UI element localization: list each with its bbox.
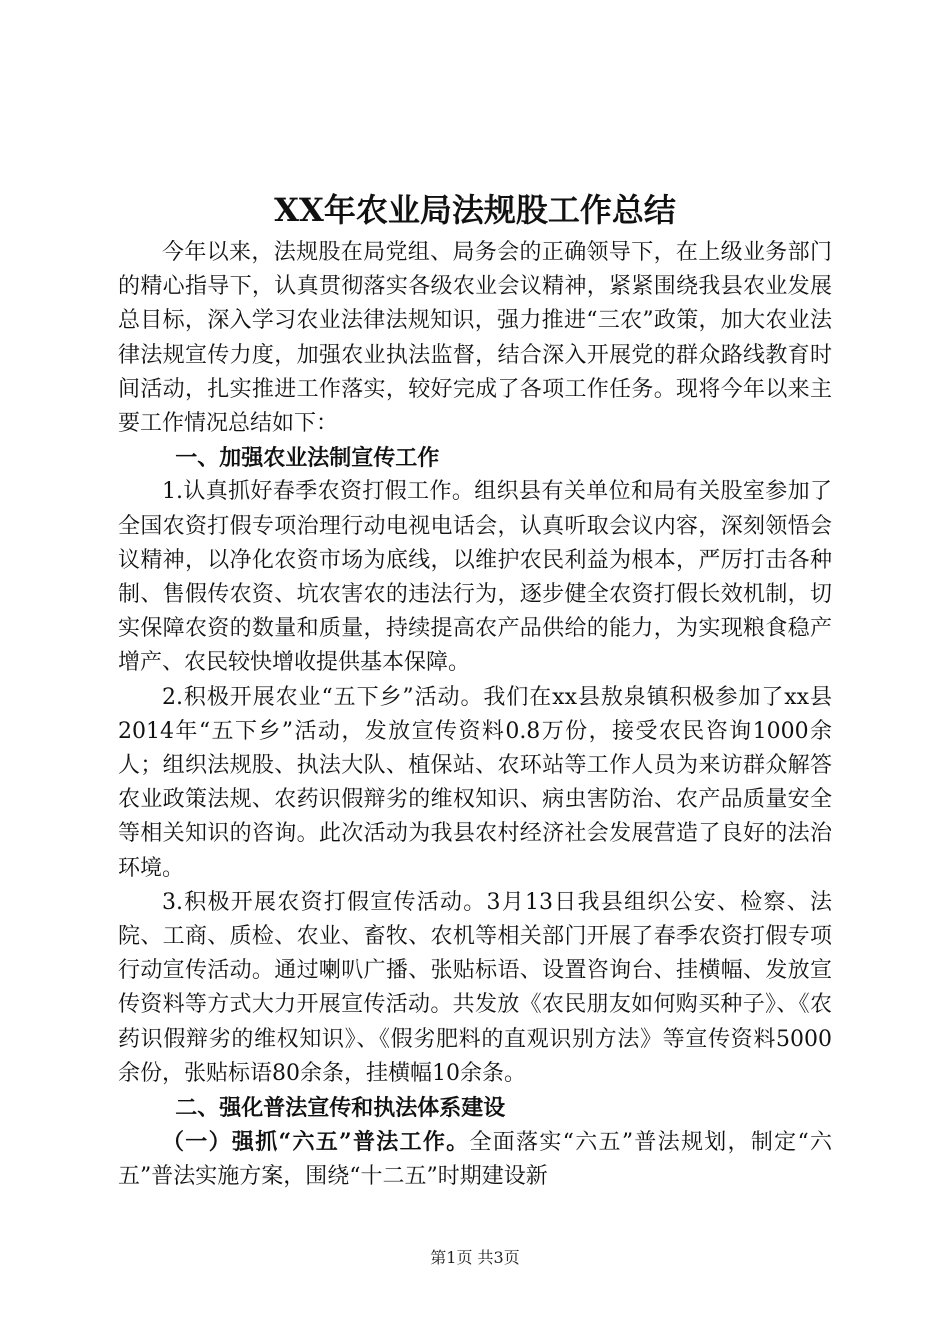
section1-paragraph-1: 1.认真抓好春季农资打假工作。组织县有关单位和局有关股室参加了全国农资打假专项治理行动电视电话会，认真听取会议内容，深刻领悟会议精神，以净化农资市场为底线，以维护农民利益为根本，严厉打击各种制、售假传农资、坑农害农的违法行为，逐步健全农资打假长效机制，切实保障农资的数量和质量，持续提高农产品供给的能力，为实现粮食稳产增产、农民较快增收提供基本保障。 xyxy=(118,479,832,676)
section1-paragraph-3: 3.积极开展农资打假宣传活动。3月13日我县组织公安、检察、法院、工商、质检、农业、畜牧、农机等相关部门开展了春季农资打假专项行动宣传活动。通过喇叭广播、张贴标语、设置咨询台、挂横幅、发放宣传资料等方式大力开展宣传活动。共发放《农民朋友如何购买种子》、《农药识假辩劣的维权知识》、《假劣肥料的直观识别方法》等宣传资料5000余份，张贴标语80余条，挂横幅10余条。 xyxy=(118,889,832,1086)
page-footer: 第1页 共3页 xyxy=(430,1248,520,1267)
document-body xyxy=(118,236,832,1195)
section2-subheading: （一）强抓“六五”普法工作。 xyxy=(162,1129,470,1156)
document-title: XX年农业局法规股工作总结 xyxy=(274,191,676,229)
section1-paragraph-2: 2.积极开展农业“五下乡”活动。我们在xx县敖泉镇积极参加了xx县2014年“五下乡”活动，发放宣传资料0.8万份，接受农民咨询1000余人；组织法规股、执法大队、植保站、农环站等工作人员为来访群众解答农业政策法规、农药识假辩劣的维权知识、病虫害防治、农产品质量安全等相关知识的咨询。此次活动为我县农村经济社会发展营造了良好的法治环境。 xyxy=(118,684,832,881)
section2-paragraph-1 xyxy=(118,1125,832,1194)
intro-paragraph: 今年以来，法规股在局党组、局务会的正确领导下，在上级业务部门的精心指导下，认真贯彻落实各级农业会议精神，紧紧围绕我县农业发展总目标，深入学习农业法律法规知识，强力推进“三农”政策，加大农业法律法规宣传力度，加强农业执法监督，结合深入开展党的群众路线教育时间活动，扎实推进工作落实，较好完成了各项工作任务。现将今年以来主要工作情况总结如下： xyxy=(118,240,832,437)
section-heading-2: 二、强化普法宣传和执法体系建设 xyxy=(175,1095,506,1122)
section-heading-1: 一、加强农业法制宣传工作 xyxy=(175,445,440,472)
section2-paragraph-text: 全面落实“六五”普法规划，制定“六五”普法实施方案，围绕“十二五”时期建设新 xyxy=(118,1130,832,1190)
